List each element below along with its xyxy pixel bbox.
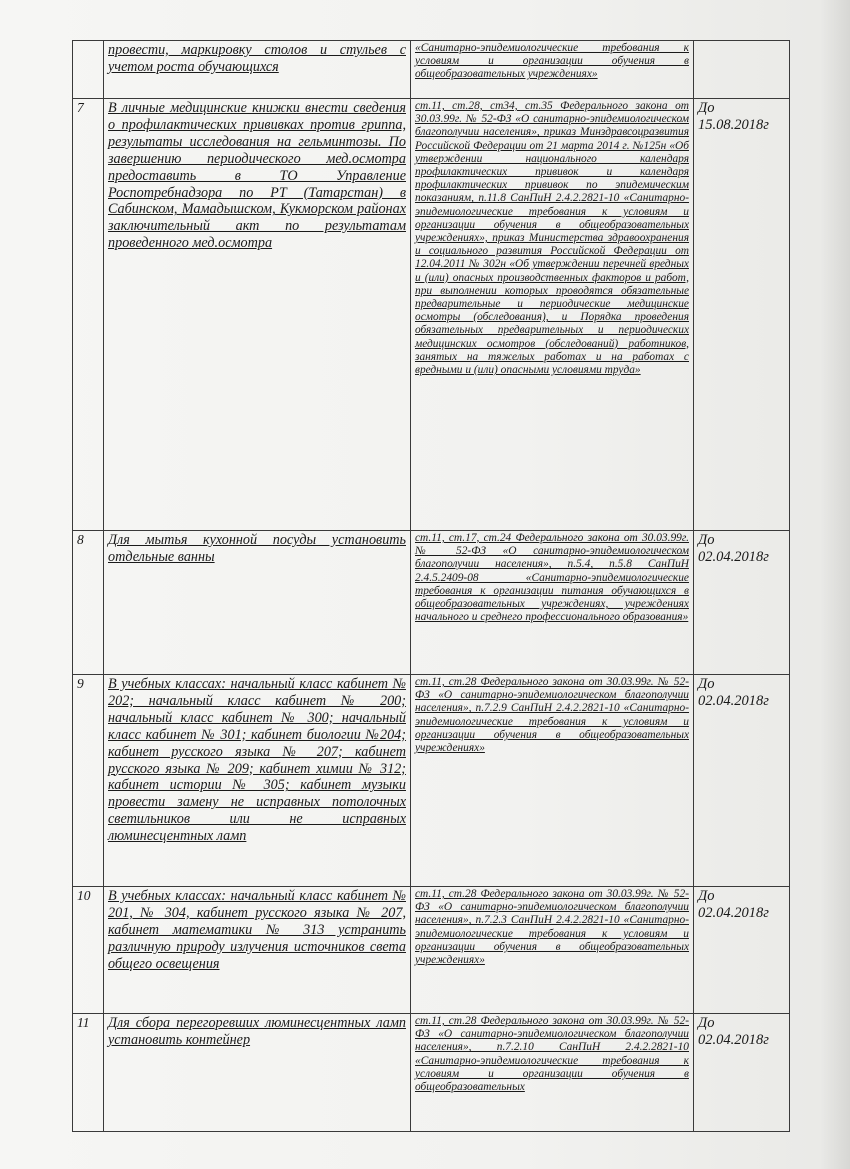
legal-basis-text: ст.11, ст.28 Федерального закона от 30.03.99г. № 52-ФЗ «О санитарно-эпидемиологическом благополучии населения», п.7.2.10 СанПиН 2.4.2.2821-10 «Санитарно-эпидемиологические требования к условиям и организации обучения в общеобразовательных <box>411 1014 694 1132</box>
row-number: 7 <box>73 99 104 531</box>
requirement-text: провести, маркировку столов и стульев с учетом роста обучающихся <box>104 41 411 99</box>
requirement-text: Для мытья кухонной посуды установить отдельные ванны <box>104 531 411 675</box>
deadline-text: До 02.04.2018г <box>694 675 790 887</box>
row-number: 8 <box>73 531 104 675</box>
page-edge-shadow <box>820 0 850 1169</box>
deadline-text: До 02.04.2018г <box>694 531 790 675</box>
table-row <box>73 1014 790 1132</box>
row-number <box>73 41 104 99</box>
table-row <box>73 531 790 675</box>
row-number: 11 <box>73 1014 104 1132</box>
legal-basis-text: ст.11, ст.28, ст34, ст.35 Федерального закона от 30.03.99г. № 52-ФЗ «О санитарно-эпидемиологическом благополучии населения», приказ Минздравсоцразвития Российской Федерации от 21 марта 2014 г. №125н «Об утверждении национального календаря профилактических прививок и календаря профилактических прививок по эпидемическим показаниям, п.11.8 СанПиН 2.4.2.2821-10 «Санитарно-эпидемиологические требования к условиям и организации обучения в общеобразовательных учреждениях», приказ Министерства здравоохранения и социального развития Российской Федерации от 12.04.2011 № 302н «Об утверждении перечней вредных и (или) опасных производственных факторов и работ, при выполнении которых проводятся обязательные предварительные и периодические медицинские осмотры (обследования), и Порядка проведения обязательных предварительных и периодических медицинских осмотров (обследований) работников, занятых на тяжелых работах и на работах с вредными и (или) опасными условиями труда» <box>411 99 694 531</box>
requirements-table <box>72 40 790 1132</box>
requirement-text: В личные медицинские книжки внести сведения о профилактических прививках против гриппа, результаты исследования на гельминтозы. По завершению периодического мед.осмотра предоставить в ТО Управление Роспотребнадзора по РТ (Татарстан) в Сабинском, Мамадышском, Кукморском районах заключительный акт по результатам проведенного мед.осмотра <box>104 99 411 531</box>
deadline-text: До 02.04.2018г <box>694 887 790 1014</box>
legal-basis-text: ст.11, ст.28 Федерального закона от 30.03.99г. № 52-ФЗ «О санитарно-эпидемиологическом благополучии населения», п.7.2.9 СанПиН 2.4.2.2821-10 «Санитарно-эпидемиологические требования к условиям и организации обучения в общеобразовательных учреждениях» <box>411 675 694 887</box>
requirement-text: В учебных классах: начальный класс кабинет № 202; начальный класс кабинет № 200; начальный класс кабинет № 300; начальный класс кабинет № 301; кабинет биологии №204; кабинет русского языка № 207; кабинет русского языка № 209; кабинет химии № 312; кабинет истории № 305; кабинет музыки провести замену не исправных потолочных светильников или не исправных люминесцентных ламп <box>104 675 411 887</box>
legal-basis-text: «Санитарно-эпидемиологические требования к условиям и организации обучения в общеобразовательных учреждениях» <box>411 41 694 99</box>
row-number: 9 <box>73 675 104 887</box>
deadline-text: До 15.08.2018г <box>694 99 790 531</box>
row-number: 10 <box>73 887 104 1014</box>
legal-basis-text: ст.11, ст.28 Федерального закона от 30.03.99г. № 52-ФЗ «О санитарно-эпидемиологическом благополучии населения», п.7.2.3 СанПиН 2.4.2.2821-10 «Санитарно-эпидемиологические требования к условиям и организации обучения в общеобразовательных учреждениях» <box>411 887 694 1014</box>
legal-basis-text: ст.11, ст.17, ст.24 Федерального закона от 30.03.99г. № 52-ФЗ «О санитарно-эпидемиологическом благополучии населения», п.5.4, п.5.8 СанПиН 2.4.5.2409-08 «Санитарно-эпидемиологические требования к организации питания обучающихся в общеобразовательных учреждениях, учреждениях начального и среднего профессионального образования» <box>411 531 694 675</box>
table-row <box>73 41 790 99</box>
requirement-text: Для сбора перегоревших люминесцентных ламп установить контейнер <box>104 1014 411 1132</box>
requirement-text: В учебных классах: начальный класс кабинет № 201, № 304, кабинет русского языка № 207, кабинет математики № 313 устранить различную природу излучения источников света общего освещения <box>104 887 411 1014</box>
table-row <box>73 99 790 531</box>
deadline-text <box>694 41 790 99</box>
table-row <box>73 675 790 887</box>
table-row <box>73 887 790 1014</box>
deadline-text: До 02.04.2018г <box>694 1014 790 1132</box>
